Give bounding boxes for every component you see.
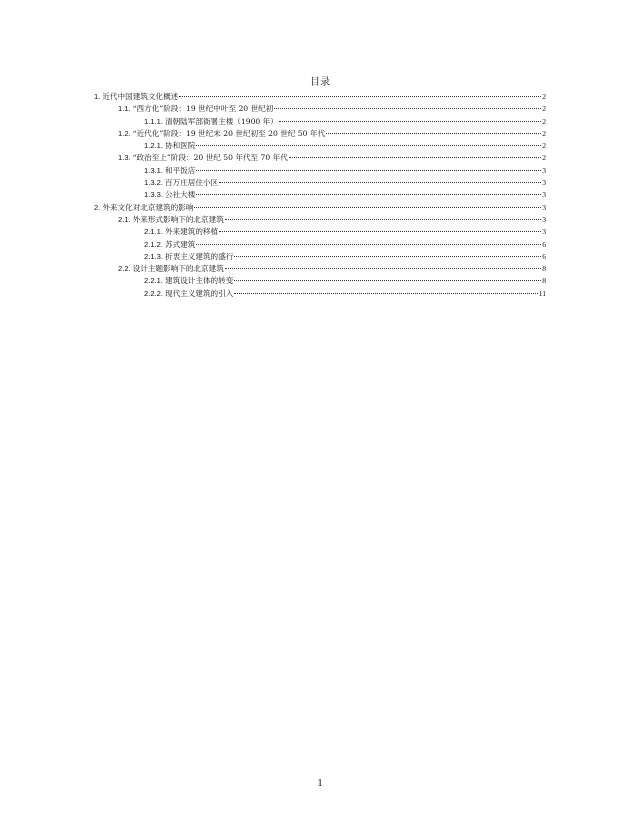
- toc-entry-page: 6: [542, 251, 546, 261]
- toc-entry-page: 8: [542, 264, 546, 274]
- toc-entry-number: 2.2.2.: [144, 288, 163, 298]
- toc-entry-number: 2.1.: [118, 214, 131, 224]
- toc-entry-page: 2: [542, 104, 546, 114]
- page-number: 1: [317, 777, 323, 789]
- toc-entry-number: 1.1.: [118, 104, 131, 114]
- toc-entry[interactable]: [94, 214, 546, 226]
- dot-leader: [196, 145, 541, 146]
- toc-entry-number: 2.1.1.: [144, 227, 163, 237]
- toc-entry-page: 3: [542, 165, 546, 175]
- toc-entry-text: 百万庄居住小区: [165, 178, 219, 188]
- toc-entry-page: 11: [538, 288, 546, 298]
- dot-leader: [234, 280, 541, 281]
- toc-entry[interactable]: [94, 103, 546, 115]
- toc-entry[interactable]: [94, 165, 546, 177]
- toc-entry-number: 2.2.: [118, 264, 131, 274]
- dot-leader: [196, 194, 541, 195]
- toc-entry-page: 3: [542, 227, 546, 237]
- toc-entry-number: 2.1.2.: [144, 239, 163, 249]
- toc-entry[interactable]: [94, 226, 546, 238]
- toc-entry[interactable]: [94, 189, 546, 201]
- dot-leader: [219, 231, 541, 232]
- toc-entry[interactable]: [94, 91, 546, 103]
- toc-entry[interactable]: [94, 202, 546, 214]
- toc-entry-number: 1.3.: [118, 153, 131, 163]
- toc-entry-page: 3: [542, 202, 546, 212]
- toc-entry-page: 2: [542, 141, 546, 151]
- toc-entry-text: “政治至上”阶段：20 世纪 50 年代至 70 年代: [132, 153, 288, 163]
- toc-entry-number: 1.1.1.: [144, 116, 163, 126]
- toc-entry[interactable]: [94, 251, 546, 263]
- dot-leader: [194, 207, 541, 208]
- toc-entry[interactable]: [94, 116, 546, 128]
- toc-entry-page: 2: [542, 128, 546, 138]
- dot-leader: [326, 133, 541, 134]
- toc-entry[interactable]: [94, 239, 546, 251]
- toc-entry-number: 1.3.3.: [144, 190, 163, 200]
- toc-entry-text: 外来形式影响下的北京建筑: [132, 214, 224, 224]
- toc-entry-page: 2: [542, 153, 546, 163]
- toc-entry[interactable]: [94, 263, 546, 275]
- toc-entry-page: 2: [542, 92, 546, 101]
- toc-entry-text: 近代中国建筑文化概述: [102, 92, 179, 101]
- dot-leader: [289, 157, 541, 158]
- dot-leader: [234, 256, 541, 257]
- toc-entry-page: 3: [542, 178, 546, 188]
- toc-entry[interactable]: [94, 275, 546, 287]
- toc-entry-number: 1.2.: [118, 128, 131, 138]
- toc-entry-number: 1.: [94, 92, 101, 101]
- toc-entry-text: 苏式建筑: [165, 239, 196, 249]
- toc-entry-number: 2.: [94, 202, 101, 212]
- toc-entry-text: 和平饭店: [165, 165, 196, 175]
- dot-leader: [196, 170, 541, 171]
- toc-entry-text: “近代化”阶段：19 世纪末 20 世纪初至 20 世纪 50 年代: [132, 128, 326, 138]
- toc-entry-text: 现代主义建筑的引入: [165, 288, 234, 298]
- toc-entry[interactable]: [94, 288, 546, 300]
- toc-entry[interactable]: [94, 128, 546, 140]
- dot-leader: [219, 182, 541, 183]
- toc-entry-text: 公社大楼: [165, 190, 196, 200]
- toc-entry-text: 建筑设计主体的转变: [165, 276, 234, 286]
- toc-title: 目录: [310, 77, 330, 88]
- toc-entry[interactable]: [94, 140, 546, 152]
- toc-entry-number: 1.2.1.: [144, 141, 163, 151]
- dot-leader: [274, 108, 541, 109]
- dot-leader: [225, 219, 541, 220]
- toc-entry-text: 外来文化对北京建筑的影响: [102, 202, 194, 212]
- toc-entry-text: 外来建筑的移植: [165, 227, 219, 237]
- toc-entry-number: 2.2.1.: [144, 276, 163, 286]
- toc-entry-number: 1.3.1.: [144, 165, 163, 175]
- toc-entry-text: 协和医院: [165, 141, 196, 151]
- toc-entry-text: 设计主题影响下的北京建筑: [132, 264, 224, 274]
- dot-leader: [234, 293, 537, 294]
- toc-entry-text: “西方化”阶段：19 世纪中叶至 20 世纪初: [132, 104, 274, 114]
- dot-leader: [179, 96, 541, 97]
- table-of-contents: [94, 91, 546, 300]
- dot-leader: [225, 268, 541, 269]
- dot-leader: [196, 244, 541, 245]
- toc-entry[interactable]: [94, 152, 546, 164]
- toc-entry-text: 折衷主义建筑的盛行: [165, 251, 234, 261]
- toc-entry-number: 1.3.2.: [144, 178, 163, 188]
- toc-entry-page: 8: [542, 276, 546, 286]
- toc-entry[interactable]: [94, 177, 546, 189]
- toc-entry-text: 清朝陆军部衙署主楼（1900 年）: [165, 116, 278, 126]
- toc-entry-page: 3: [542, 190, 546, 200]
- toc-entry-page: 2: [542, 116, 546, 126]
- toc-entry-page: 3: [542, 214, 546, 224]
- toc-entry-number: 2.1.3.: [144, 251, 163, 261]
- toc-entry-page: 6: [542, 239, 546, 249]
- dot-leader: [279, 121, 541, 122]
